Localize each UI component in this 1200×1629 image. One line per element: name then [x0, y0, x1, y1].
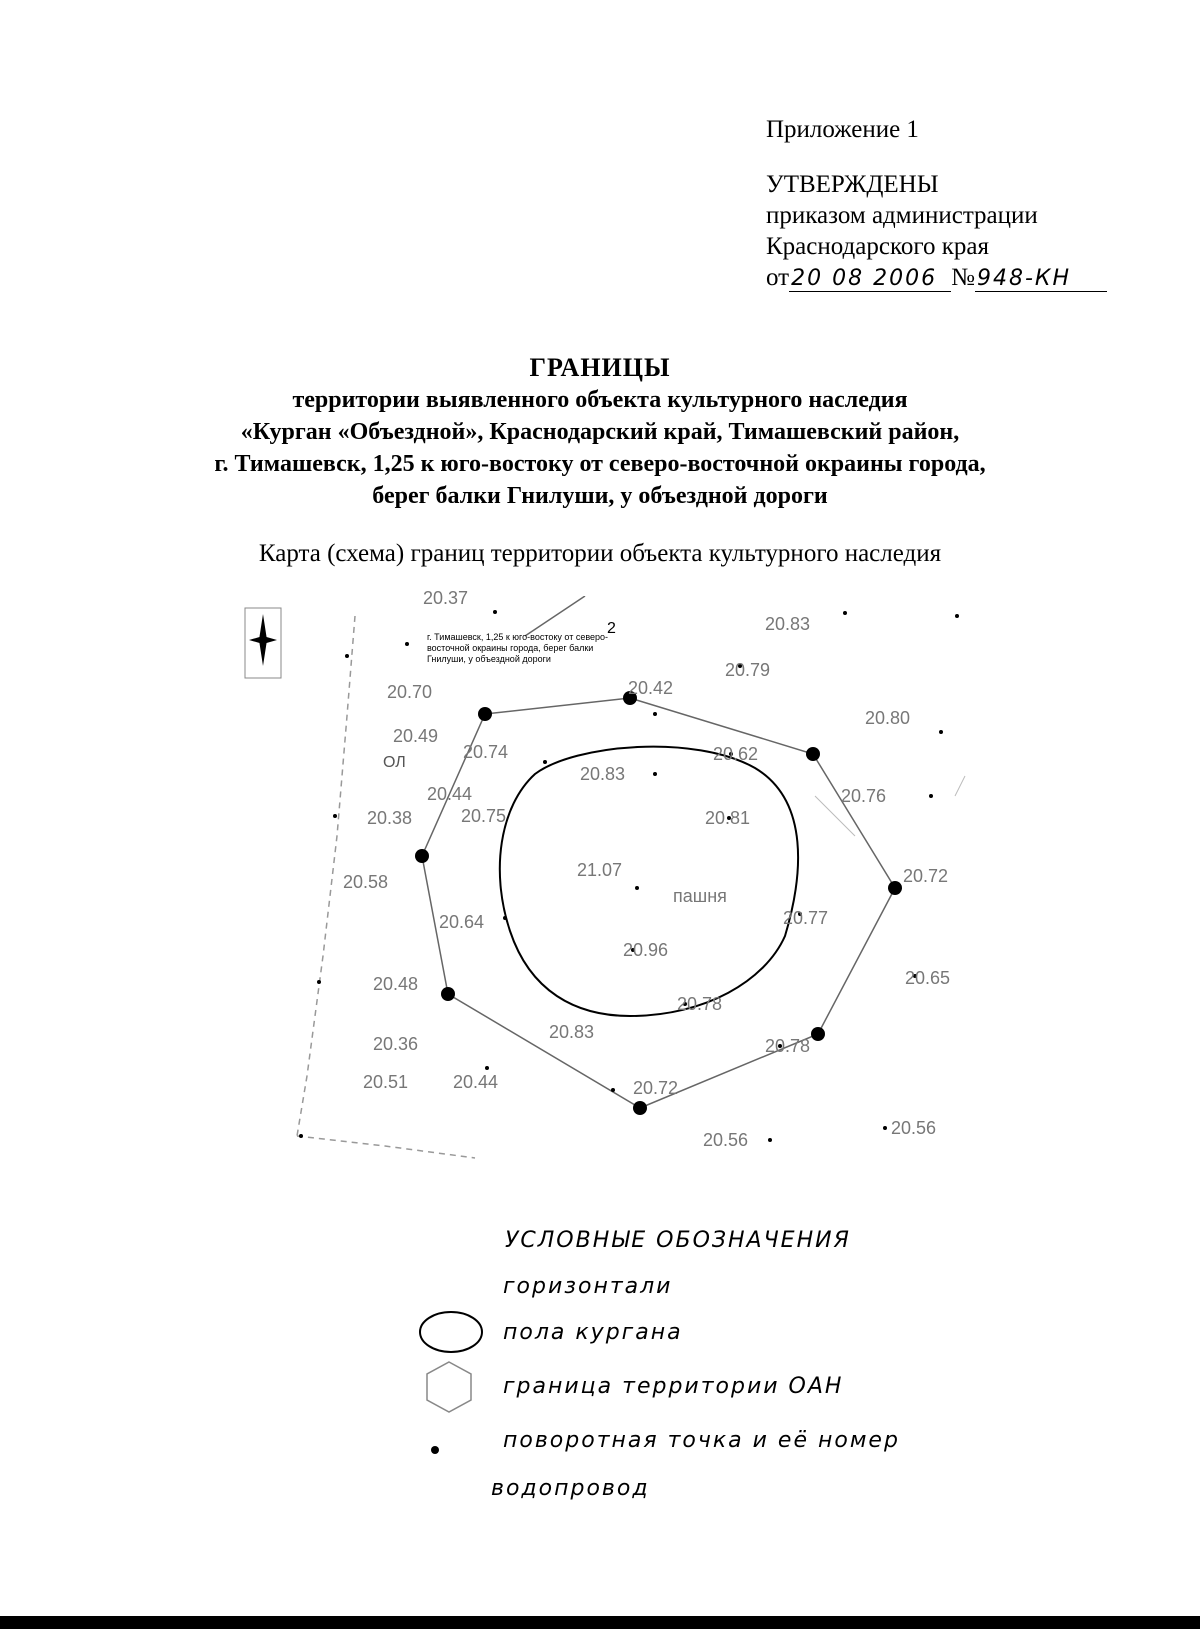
elevation-label: 20.78 — [677, 994, 723, 1014]
elevation-label: 20.72 — [633, 1078, 679, 1098]
elevation-label: 20.70 — [387, 682, 433, 702]
elevation-label: 20.51 — [363, 1072, 409, 1092]
number-prefix: № — [951, 264, 975, 291]
elevation-label: 20.75 — [461, 806, 507, 826]
legend-title: УСЛОВНЫЕ ОБОЗНАЧЕНИЯ — [505, 1228, 851, 1253]
elevation-label: 20.74 — [463, 742, 509, 762]
elevation-label: 20.64 — [439, 912, 485, 932]
elevation-label: 20.77 — [783, 908, 829, 928]
turning-point-1 — [478, 707, 492, 721]
legend-point-icon — [415, 1422, 455, 1462]
elevation-label: 20.81 — [705, 808, 751, 828]
legend-mound-base: пола кургана — [503, 1320, 683, 1345]
legend-contours: горизонтали — [503, 1274, 673, 1299]
approved-label: УТВЕРЖДЕНЫ — [766, 171, 939, 198]
elevation-label: 20.83 — [765, 614, 811, 634]
contour-fragment — [955, 776, 965, 796]
map-subtitle: Карта (схема) границ территории объекта культурного наследия — [258, 540, 942, 567]
elevation-label: 20.36 — [373, 1034, 419, 1054]
legend-boundary: граница территории ОАН — [503, 1374, 844, 1399]
order-date-number — [766, 262, 1107, 293]
road-line-bottom — [297, 1136, 475, 1158]
elevation-label: 20.83 — [549, 1022, 595, 1042]
title-line-4: берег балки Гнилуши, у объездной дороги — [372, 483, 828, 509]
legend-water-pipe: водопровод — [491, 1476, 650, 1501]
elevation-label: 20.56 — [891, 1118, 937, 1138]
point-2-label: 2 — [607, 620, 616, 637]
elevation-label: 20.37 — [423, 588, 469, 608]
elevation-label: 20.65 — [905, 968, 951, 988]
title-line-1: территории выявленного объекта культурного наследия — [292, 387, 908, 413]
elevation-label: 20.96 — [623, 940, 669, 960]
arable-land-label: пашня — [673, 886, 727, 906]
elevation-label: 20.44 — [427, 784, 473, 804]
scan-edge-bar — [0, 1616, 1200, 1629]
address-note: г. Тимашевск, 1,25 к юго-востоку от северо-восточной окраины города, берег балки Гнилуши, у объездной дороги — [427, 632, 609, 664]
elevation-label: 20.49 — [393, 726, 439, 746]
ol-symbol: ОЛ — [383, 754, 406, 771]
elevation-label: 20.48 — [373, 974, 419, 994]
document-title — [0, 352, 1200, 512]
mound-base — [500, 747, 798, 1016]
elevation-label: 20.78 — [765, 1036, 811, 1056]
water-pipe-line — [525, 596, 585, 636]
elevation-label: 20.80 — [865, 708, 911, 728]
elevation-label: 20.42 — [628, 678, 674, 698]
compass-rose-icon — [245, 608, 281, 678]
turning-point-7 — [441, 987, 455, 1001]
title-line-2: «Курган «Объездной», Краснодарский край, Тимашевский район, — [240, 419, 960, 445]
from-prefix: от — [766, 264, 790, 291]
turning-point-6 — [633, 1101, 647, 1115]
turning-point-8 — [415, 849, 429, 863]
region-label: Краснодарского края — [766, 233, 989, 260]
boundary-map — [235, 588, 1035, 1216]
turning-point-5 — [811, 1027, 825, 1041]
elevation-label: 20.76 — [841, 786, 887, 806]
legend-ellipse-icon — [415, 1308, 485, 1358]
title-line-3: г. Тимашевск, 1,25 к юго-востоку от северо-восточной окраины города, — [214, 451, 986, 477]
elevation-label: 21.07 — [577, 860, 623, 880]
elevation-label: 20.44 — [453, 1072, 499, 1092]
title-main: ГРАНИЦЫ — [529, 353, 671, 382]
legend-turning-point: поворотная точка и её номер — [503, 1428, 900, 1453]
elevation-label: 20.83 — [580, 764, 626, 784]
elevation-label: 20.79 — [725, 660, 771, 680]
elevation-label: 20.72 — [903, 866, 949, 886]
elevation-label: 20.58 — [343, 872, 389, 892]
order-date: 20 08 2006 — [789, 267, 951, 292]
appendix-label: Приложение 1 — [766, 116, 919, 143]
order-number: 948-КН — [975, 267, 1107, 292]
elevation-label: 20.62 — [713, 744, 759, 764]
elevation-label: 20.56 — [703, 1130, 749, 1150]
turning-point-3 — [806, 747, 820, 761]
turning-point-4 — [888, 881, 902, 895]
elevation-label: 20.38 — [367, 808, 413, 828]
approval-block — [766, 114, 1107, 293]
legend-hexagon-icon — [415, 1358, 485, 1418]
order-label: приказом администрации — [766, 202, 1038, 229]
